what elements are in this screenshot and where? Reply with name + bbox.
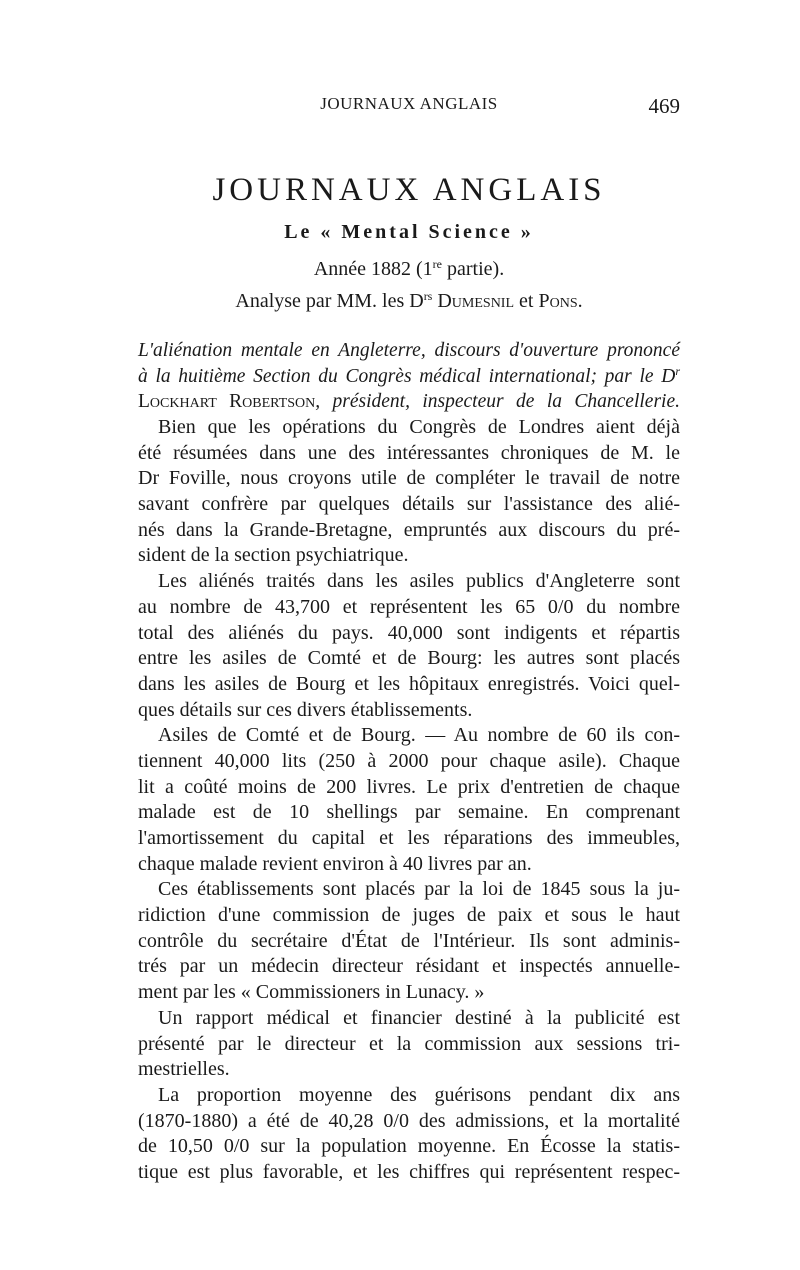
body-line: été résumées dans une des intéressantes chroniques de M. le — [138, 441, 680, 464]
body-line: Asiles de Comté et de Bourg. — Au nombre de 60 ils con- — [158, 724, 680, 747]
analysis-prefix: Analyse par MM. les D — [235, 290, 424, 312]
body-line: présenté par le directeur et la commission aux sessions tri- — [138, 1032, 680, 1055]
body-line: sident de la section psychiatrique. — [138, 544, 409, 567]
body-line: trés par un médecin directeur résidant et inspectés annuelle- — [138, 955, 680, 978]
author-lockhart-robertson: Lockhart Robertson — [138, 391, 316, 413]
body-line: ment par les « Commissioners in Lunacy. » — [138, 981, 485, 1004]
analysis-end: . — [577, 290, 583, 312]
page-number: 469 — [648, 94, 680, 118]
year-superscript: re — [432, 257, 442, 271]
analysis-line — [138, 290, 680, 313]
article-heading-line2-text: à la huitième Section du Congrès médical international; par le D — [138, 365, 676, 387]
body-line: La proportion moyenne des guérisons pendant dix ans — [158, 1083, 680, 1106]
article-heading-line3-text: , président, inspecteur de la Chancellerie. — [315, 391, 680, 413]
body-line: Un rapport médical et financier destiné à la publicité est — [158, 1006, 680, 1029]
body-line: malade est de 10 shellings par semaine. En comprenant — [138, 801, 680, 824]
year-line — [138, 258, 680, 281]
author-pons: Pons — [538, 290, 578, 312]
body-line: Ces établissements sont placés par la loi de 1845 sous la ju- — [158, 878, 680, 901]
article-heading — [138, 338, 680, 415]
running-header — [138, 94, 680, 120]
year-suffix: partie). — [442, 258, 505, 280]
body-line: ridiction d'une commission de juges de paix et sous le haut — [138, 904, 680, 927]
analysis-connector: et — [514, 290, 539, 312]
body-line: lit a coûté moins de 200 livres. Le prix d'entretien de chaque — [138, 775, 680, 798]
body-line: nés dans la Grande-Bretagne, empruntés aux discours du pré- — [138, 518, 680, 541]
body-line: l'amortissement du capital et les réparations des immeubles, — [138, 827, 680, 849]
body-line: savant confrère par quelques détails sur l'assistance des alié- — [138, 493, 680, 516]
body-line: contrôle du secrétaire d'État de l'Intérieur. Ils sont adminis- — [138, 929, 680, 952]
author-dumesnil: Dumesnil — [432, 290, 515, 312]
body-line: dans les asiles de Bourg et les hôpitaux enregistrés. Voici quel- — [138, 672, 680, 695]
article-heading-superscript: r — [675, 363, 680, 378]
year-prefix: Année 1882 (1 — [313, 258, 433, 280]
article-heading-line — [138, 364, 680, 390]
body-line: total des aliénés du pays. 40,000 sont indigents et répartis — [138, 621, 680, 644]
body-line: (1870-1880) a été de 40,28 0/0 des admissions, et la mortalité — [138, 1109, 680, 1132]
body-line: au nombre de 43,700 et représentent les 65 0/0 du nombre — [138, 595, 680, 618]
body-line: Bien que les opérations du Congrès de Londres aient déjà — [158, 416, 680, 438]
body-line: entre les asiles de Comté et de Bourg: les autres sont placés — [138, 647, 680, 670]
body-line: ques détails sur ces divers établissements. — [138, 698, 473, 721]
article-heading-line — [138, 389, 680, 415]
journal-subtitle: Le « Mental Science » — [284, 221, 534, 243]
body-line: chaque malade revient environ à 40 livres par an. — [138, 852, 532, 875]
running-title: JOURNAUX ANGLAIS — [320, 94, 498, 113]
article-heading-line: L'aliénation mentale en Angleterre, discours d'ouverture prononcé — [138, 340, 680, 361]
body-line: mestrielles. — [138, 1058, 230, 1081]
body-line: Les aliénés traités dans les asiles publics d'Angleterre sont — [158, 570, 680, 593]
article-title: JOURNAUX ANGLAIS — [212, 172, 606, 208]
analysis-superscript: rs — [423, 289, 433, 303]
body-line: tique est plus favorable, et les chiffres qui représentent respec- — [138, 1160, 680, 1183]
body-line: tiennent 40,000 lits (250 à 2000 pour chaque asile). Chaque — [138, 749, 680, 772]
body-line: Dr Foville, nous croyons utile de compléter le travail de notre — [138, 467, 680, 490]
body-text — [138, 415, 680, 1186]
body-line: de 10,50 0/0 sur la population moyenne. En Écosse la statis- — [138, 1135, 680, 1158]
